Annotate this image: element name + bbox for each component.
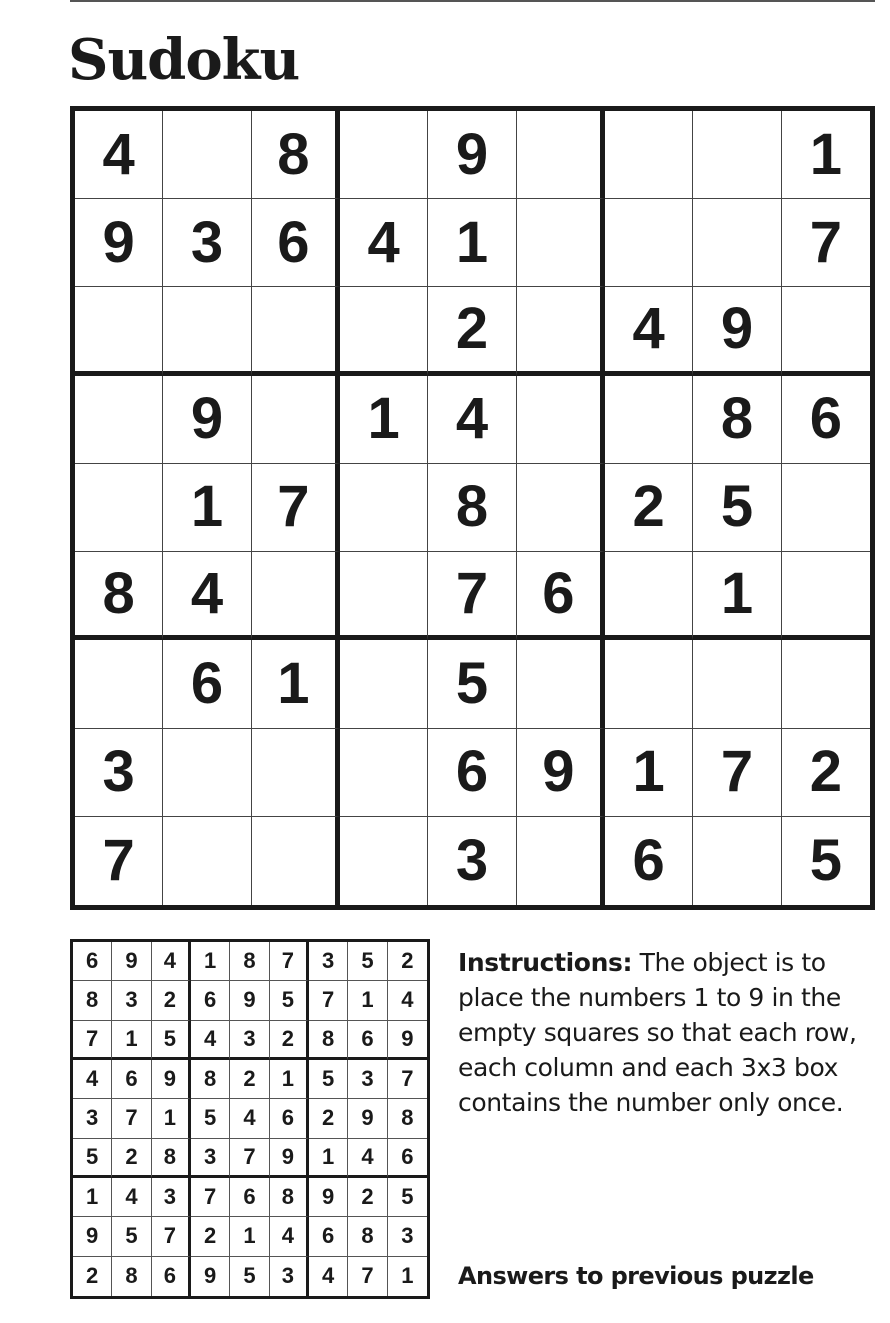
answer-cell: 9: [73, 1217, 112, 1256]
puzzle-cell[interactable]: [163, 111, 251, 199]
puzzle-cell[interactable]: [517, 376, 605, 464]
answers-caption: Answers to previous puzzle: [458, 1262, 814, 1290]
answer-cell: 9: [152, 1060, 191, 1099]
puzzle-cell[interactable]: [782, 552, 870, 640]
puzzle-cell[interactable]: [782, 640, 870, 728]
puzzle-cell[interactable]: [693, 640, 781, 728]
puzzle-cell[interactable]: [605, 111, 693, 199]
answer-cell: 2: [270, 1021, 309, 1060]
answer-cell: 8: [152, 1139, 191, 1178]
answer-cell: 6: [348, 1021, 387, 1060]
puzzle-cell: 7: [693, 729, 781, 817]
answer-cell: 3: [112, 981, 151, 1020]
puzzle-cell[interactable]: [163, 729, 251, 817]
puzzle-cell: 1: [340, 376, 428, 464]
answer-cell: 3: [230, 1021, 269, 1060]
answer-cell: 2: [112, 1139, 151, 1178]
answer-cell: 8: [309, 1021, 348, 1060]
answer-cell: 5: [73, 1139, 112, 1178]
answer-cell: 4: [191, 1021, 230, 1060]
puzzle-cell: 5: [809, 827, 842, 893]
puzzle-cell: 9: [693, 287, 781, 375]
puzzle-cell: 9: [428, 111, 516, 199]
puzzle-cell[interactable]: [517, 464, 605, 552]
puzzle-cell: 4: [163, 552, 251, 640]
puzzle-cell[interactable]: [605, 552, 693, 640]
answer-cell: 7: [270, 942, 309, 981]
puzzle-cell[interactable]: [340, 817, 428, 905]
answer-cell: 6: [73, 942, 112, 981]
answer-cell: 1: [73, 1178, 112, 1217]
answer-cell: 5: [152, 1021, 191, 1060]
answer-cell: 4: [112, 1178, 151, 1217]
answer-cell: 7: [191, 1178, 230, 1217]
puzzle-cell: 7: [428, 552, 516, 640]
puzzle-cell[interactable]: [517, 111, 605, 199]
puzzle-cell: 7: [252, 464, 340, 552]
instructions-lead: Instructions:: [458, 948, 633, 977]
answer-cell: 4: [388, 981, 427, 1020]
answer-cell: 8: [73, 981, 112, 1020]
answer-cell: 4: [230, 1099, 269, 1138]
answer-cell: 9: [230, 981, 269, 1020]
answer-cell: 9: [270, 1139, 309, 1178]
puzzle-cell[interactable]: [517, 199, 605, 287]
answer-cell: 1: [191, 942, 230, 981]
answer-cell: 3: [270, 1257, 309, 1296]
answer-cell: 4: [309, 1257, 348, 1296]
puzzle-cell[interactable]: [693, 817, 781, 905]
instructions-text: The object is to place the numbers 1 to 9 in the empty squares so that each row, each column and each 3x3 box contains the number only once.: [458, 948, 857, 1117]
answer-cell: 2: [73, 1257, 112, 1296]
answer-cell: 2: [230, 1060, 269, 1099]
answer-cell: 3: [388, 1217, 427, 1256]
answer-cell: 7: [73, 1021, 112, 1060]
puzzle-cell: 6: [252, 199, 340, 287]
puzzle-cell[interactable]: [340, 640, 428, 728]
puzzle-cell[interactable]: [340, 287, 428, 375]
puzzle-cell[interactable]: [252, 376, 340, 464]
puzzle-cell[interactable]: [782, 464, 870, 552]
puzzle-cell: 4: [75, 111, 163, 199]
answer-cell: 2: [191, 1217, 230, 1256]
answer-cell: 4: [73, 1060, 112, 1099]
puzzle-cell[interactable]: [605, 376, 693, 464]
answer-cell: 1: [230, 1217, 269, 1256]
answer-cell: 2: [309, 1099, 348, 1138]
answer-cell: 7: [230, 1139, 269, 1178]
answer-cell: 2: [388, 942, 427, 981]
puzzle-cell: 4: [428, 376, 516, 464]
answer-cell: 8: [191, 1060, 230, 1099]
puzzle-cell: 6: [163, 640, 251, 728]
puzzle-cell[interactable]: [75, 464, 163, 552]
puzzle-cell[interactable]: [517, 287, 605, 375]
puzzle-cell: 6: [605, 817, 693, 905]
sudoku-puzzle-grid: [70, 106, 875, 910]
answer-cell: 3: [191, 1139, 230, 1178]
puzzle-cell[interactable]: [605, 199, 693, 287]
answer-cell: 1: [152, 1099, 191, 1138]
puzzle-cell: 5: [428, 640, 516, 728]
puzzle-cell[interactable]: [693, 111, 781, 199]
answer-cell: 4: [270, 1217, 309, 1256]
puzzle-cell: 1: [252, 640, 340, 728]
answer-cell: 5: [270, 981, 309, 1020]
answer-cell: 7: [388, 1060, 427, 1099]
puzzle-cell[interactable]: [252, 817, 340, 905]
answer-cell: 8: [112, 1257, 151, 1296]
answer-cell: 1: [309, 1139, 348, 1178]
puzzle-cell: 1: [605, 729, 693, 817]
answer-cell: 3: [309, 942, 348, 981]
answer-cell: 4: [152, 942, 191, 981]
puzzle-cell: 9: [517, 729, 605, 817]
puzzle-cell: 2: [782, 729, 870, 817]
answer-cell: 2: [152, 981, 191, 1020]
answer-cell: 8: [388, 1099, 427, 1138]
answer-cell: 8: [348, 1217, 387, 1256]
puzzle-cell[interactable]: [252, 729, 340, 817]
instructions: [458, 945, 858, 1120]
answer-cell: 6: [309, 1217, 348, 1256]
answer-cell: 5: [112, 1217, 151, 1256]
puzzle-cell: 6: [517, 552, 605, 640]
puzzle-cell[interactable]: [517, 817, 605, 905]
puzzle-cell[interactable]: [605, 640, 693, 728]
answer-cell: 4: [348, 1139, 387, 1178]
answer-cell: 9: [309, 1178, 348, 1217]
puzzle-cell: 1: [782, 111, 870, 199]
puzzle-cell: 4: [340, 199, 428, 287]
puzzle-cell[interactable]: [75, 376, 163, 464]
answer-cell: 7: [309, 981, 348, 1020]
puzzle-cell: 1: [693, 552, 781, 640]
puzzle-cell: 8: [693, 376, 781, 464]
puzzle-cell: 5: [693, 464, 781, 552]
answer-cell: 5: [348, 942, 387, 981]
answer-cell: 5: [230, 1257, 269, 1296]
answer-cell: 8: [230, 942, 269, 981]
puzzle-cell[interactable]: [517, 640, 605, 728]
puzzle-cell: 6: [782, 376, 870, 464]
puzzle-cell[interactable]: [693, 199, 781, 287]
puzzle-cell: 9: [163, 376, 251, 464]
puzzle-cell[interactable]: [340, 552, 428, 640]
answer-cell: 3: [152, 1178, 191, 1217]
answer-cell: 1: [348, 981, 387, 1020]
answer-cell: 7: [112, 1099, 151, 1138]
puzzle-cell: 6: [428, 729, 516, 817]
answer-cell: 1: [112, 1021, 151, 1060]
puzzle-cell: 3: [75, 729, 163, 817]
puzzle-cell: 8: [428, 464, 516, 552]
answer-cell: 7: [152, 1217, 191, 1256]
answer-cell: 9: [348, 1099, 387, 1138]
puzzle-cell[interactable]: [252, 287, 340, 375]
puzzle-cell[interactable]: [340, 464, 428, 552]
answer-cell: 8: [270, 1178, 309, 1217]
puzzle-cell: 3: [163, 199, 251, 287]
answer-cell: 3: [348, 1060, 387, 1099]
answer-cell: 3: [73, 1099, 112, 1138]
puzzle-cell: 9: [75, 199, 163, 287]
puzzle-cell[interactable]: [340, 729, 428, 817]
answer-cell: 6: [112, 1060, 151, 1099]
puzzle-cell[interactable]: [782, 287, 870, 375]
puzzle-cell[interactable]: [75, 287, 163, 375]
answer-cell: 5: [309, 1060, 348, 1099]
top-rule: [70, 0, 875, 2]
page-title: Sudoku: [68, 27, 300, 93]
answer-cell: 2: [348, 1178, 387, 1217]
puzzle-cell: 1: [428, 199, 516, 287]
puzzle-cell: 7: [782, 199, 870, 287]
answer-cell: 9: [112, 942, 151, 981]
puzzle-cell: 3: [428, 817, 516, 905]
answer-cell: 9: [388, 1021, 427, 1060]
puzzle-cell: 8: [75, 552, 163, 640]
puzzle-cell[interactable]: [340, 111, 428, 199]
puzzle-cell: 2: [428, 287, 516, 375]
answer-cell: 9: [191, 1257, 230, 1296]
answer-cell: 7: [348, 1257, 387, 1296]
answer-cell: 1: [270, 1060, 309, 1099]
puzzle-cell[interactable]: [252, 552, 340, 640]
puzzle-cell: 7: [75, 817, 163, 905]
puzzle-cell: 1: [163, 464, 251, 552]
puzzle-cell[interactable]: [163, 817, 251, 905]
answer-cell: 5: [191, 1099, 230, 1138]
puzzle-cell[interactable]: [75, 640, 163, 728]
answer-cell: 6: [152, 1257, 191, 1296]
answer-cell: 1: [401, 1263, 414, 1289]
previous-answer-grid: [70, 939, 430, 1299]
puzzle-cell: 2: [605, 464, 693, 552]
puzzle-cell: 8: [252, 111, 340, 199]
answer-cell: 6: [270, 1099, 309, 1138]
answer-cell: 6: [230, 1178, 269, 1217]
answer-cell: 5: [388, 1178, 427, 1217]
puzzle-cell[interactable]: [163, 287, 251, 375]
answer-cell: 6: [191, 981, 230, 1020]
answer-cell: 6: [388, 1139, 427, 1178]
puzzle-cell: 4: [605, 287, 693, 375]
